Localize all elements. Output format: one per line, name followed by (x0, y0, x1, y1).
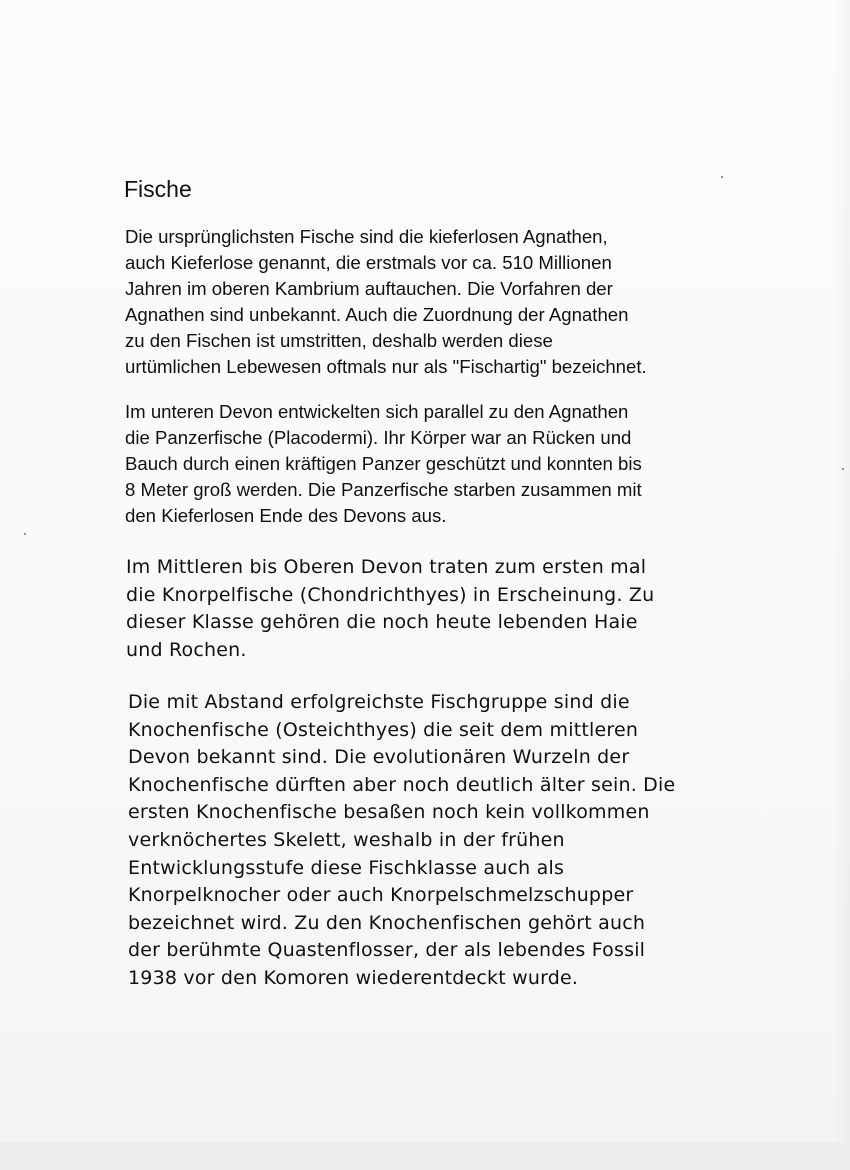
text-line: der berühmte Quastenflosser, der als lebendes Fossil (128, 939, 646, 962)
text-line: zu den Fischen ist umstritten, deshalb werden diese (125, 330, 553, 351)
text-line: auch Kieferlose genannt, die erstmals vor ca. 510 Millionen (125, 252, 612, 273)
text-line: Im Mittleren bis Oberen Devon traten zum ersten mal (126, 556, 647, 578)
text-line: Die ursprünglichsten Fische sind die kieferlosen Agnathen, (125, 226, 608, 247)
text-line: Knochenfische (Osteichthyes) die seit dem mittleren (128, 718, 639, 741)
text-line: Knorpelknocher oder auch Knorpelschmelzschupper (128, 884, 634, 907)
text-line: 8 Meter groß werden. Die Panzerfische starben zusammen mit (125, 479, 642, 500)
text-line: Jahren im oberen Kambrium auftauchen. Die Vorfahren der (125, 278, 613, 299)
paragraph-agnathen (125, 224, 647, 380)
paragraph-knorpelfische (126, 554, 654, 664)
text-line: Agnathen sind unbekannt. Auch die Zuordnung der Agnathen (125, 304, 629, 325)
scan-bottom-edge (0, 1142, 850, 1170)
text-line: ersten Knochenfische besaßen noch kein vollkommen (128, 801, 650, 824)
paragraph-knochenfische (128, 689, 675, 993)
text-line: den Kieferlosen Ende des Devons aus. (125, 505, 447, 526)
document-title: Fische (124, 176, 192, 202)
text-line: Entwicklungsstufe diese Fischklasse auch als (128, 856, 565, 879)
text-line: Devon bekannt sind. Die evolutionären Wurzeln der (128, 746, 630, 769)
text-line: die Knorpelfische (Chondrichthyes) in Erscheinung. Zu (126, 583, 655, 606)
text-line: bezeichnet wird. Zu den Knochenfischen gehört auch (128, 911, 646, 934)
scan-speck (842, 468, 844, 470)
text-line: Knochenfische dürften aber noch deutlich älter sein. Die (128, 773, 676, 796)
page-edge-shadow (832, 0, 850, 1170)
scan-speck (721, 176, 723, 178)
text-line: und Rochen. (126, 638, 247, 661)
text-line: die Panzerfische (Placodermi). Ihr Körper war an Rücken und (125, 427, 632, 448)
paragraph-panzerfische (125, 399, 642, 529)
text-line: urtümlichen Lebewesen oftmals nur als "Fischartig" bezeichnet. (125, 356, 647, 377)
text-line: verknöchertes Skelett, weshalb in der frühen (128, 828, 565, 851)
text-line: dieser Klasse gehören die noch heute lebenden Haie (126, 611, 638, 634)
text-line: Die mit Abstand erfolgreichste Fischgruppe sind die (128, 691, 630, 713)
text-line: Im unteren Devon entwickelten sich parallel zu den Agnathen (125, 401, 629, 422)
text-line: 1938 vor den Komoren wiederentdeckt wurde. (128, 966, 579, 989)
scan-speck (24, 533, 26, 535)
text-line: Bauch durch einen kräftigen Panzer geschützt und konnten bis (125, 453, 642, 474)
